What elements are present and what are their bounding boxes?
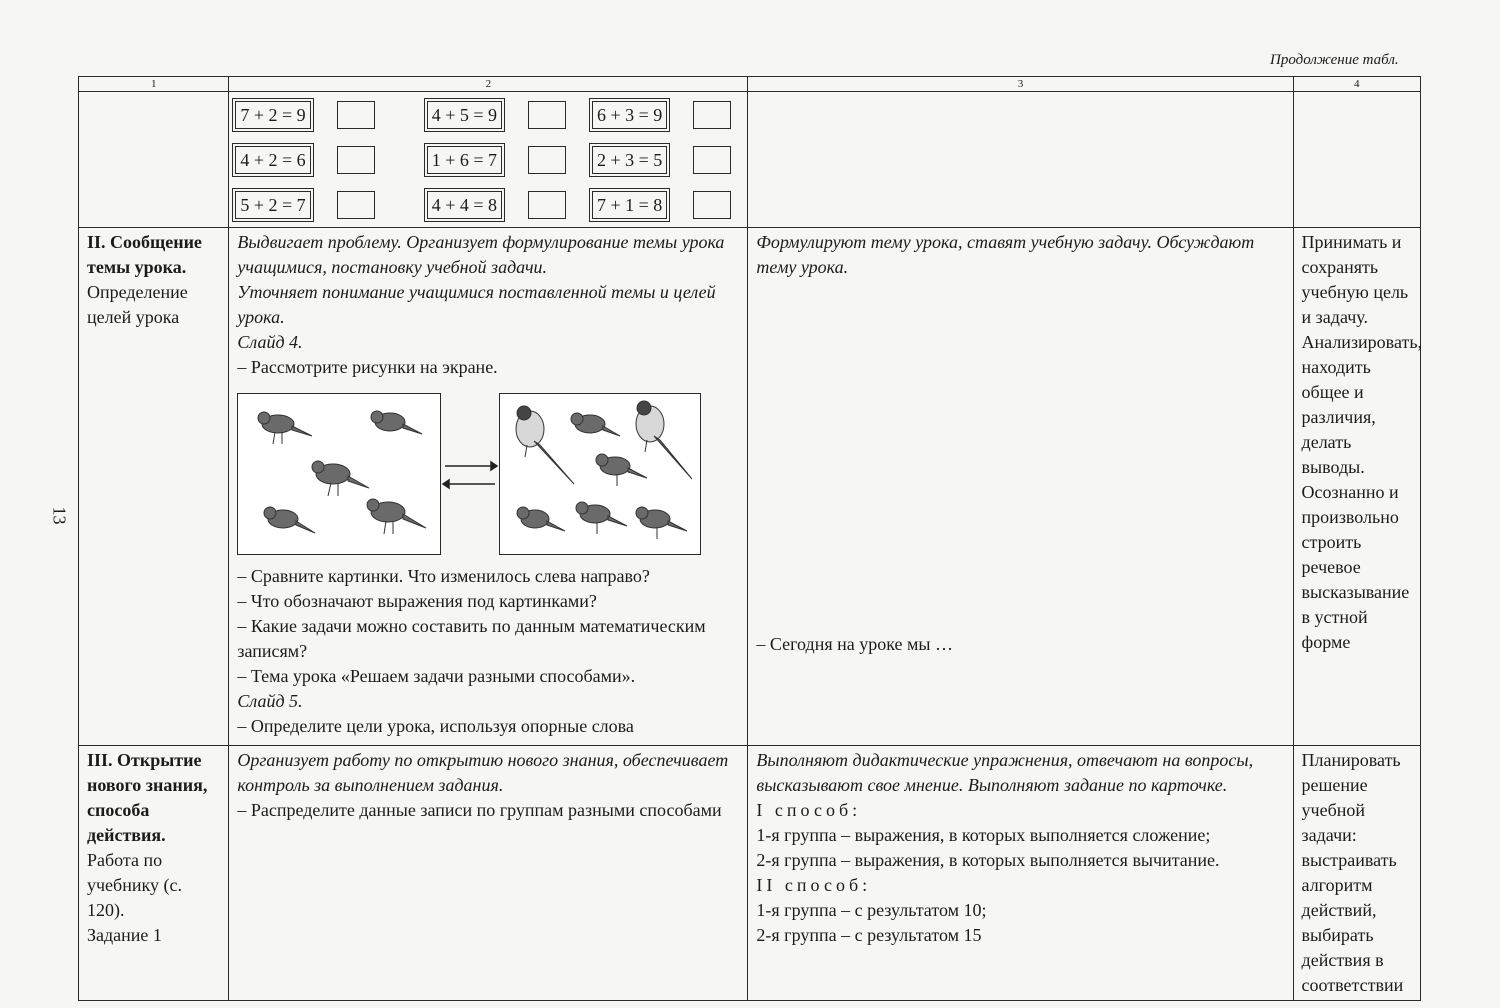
- distribute-prompt: – Распределите данные записи по группам разными способами: [237, 800, 722, 820]
- answer-box: [337, 101, 375, 129]
- students-activity: Формулируют тему урока, ставят учебную задачу. Обсуждают тему урока.: [756, 232, 1255, 277]
- stage-3-uud-cell: [1293, 746, 1420, 1001]
- answer-box: [337, 146, 375, 174]
- expression-row: [233, 92, 743, 137]
- stage-2-uud-cell: [1293, 228, 1423, 746]
- way-1-label: I способ:: [756, 800, 862, 820]
- expression-card: 4 + 5 = 9: [427, 101, 502, 129]
- way-2-group-1: 1-я группа – с результатом 10;: [756, 900, 987, 920]
- page-number: 13: [49, 506, 70, 525]
- birds-picture-right: [499, 393, 701, 555]
- way-1-group-1: 1-я группа – выражения, в которых выполняется сложение;: [756, 825, 1211, 845]
- answer-box: [693, 101, 731, 129]
- column-header-row: [79, 77, 1421, 92]
- tasks-prompt: – Какие задачи можно составить по данным математическим записям?: [237, 616, 706, 661]
- answer-box: [528, 191, 566, 219]
- stage-2-teacher-cell: [229, 228, 748, 746]
- stage-2-title: II. Сообщение темы урока.: [87, 232, 202, 277]
- way-2-label: II способ:: [756, 875, 872, 895]
- stage-3-task: Задание 1: [87, 925, 162, 945]
- expressions-row: [79, 92, 1421, 228]
- expressions-cell: [229, 92, 748, 228]
- stage-2-uud: Принимать и сохранять учебную цель и задачу. Анализировать, находить общее и различия, делать выводы. Осознанно и произвольно строить речевое высказывание в устной форме: [1301, 232, 1423, 652]
- slide-4-label: Слайд 4.: [237, 332, 303, 352]
- birds-picture-left: [237, 393, 441, 555]
- stage-3-row: [79, 746, 1421, 1001]
- stage-3-title: III. Открытие нового знания, способа действия.: [87, 750, 208, 845]
- answer-box: [693, 146, 731, 174]
- expression-card: 4 + 2 = 6: [235, 146, 310, 174]
- column-header-1: 1: [79, 77, 229, 92]
- answer-box: [337, 191, 375, 219]
- expression-card: 6 + 3 = 9: [592, 101, 667, 129]
- empty-cell: [748, 92, 1293, 228]
- stage-2-students-cell: [748, 228, 1293, 746]
- continuation-label: Продолжение табл.: [1270, 52, 1399, 68]
- way-1-group-2: 2-я группа – выражения, в которых выполняется вычитание.: [756, 850, 1220, 870]
- expression-card: 5 + 2 = 7: [235, 191, 310, 219]
- stage-2-name-cell: [79, 228, 229, 746]
- stage-2-row: [79, 228, 1421, 746]
- empty-cell: [1293, 92, 1420, 228]
- teacher-activity: Выдвигает проблему. Организует формулирование темы урока учащимися, постановку учебной задачи.: [237, 232, 725, 277]
- students-activity: Выполняют дидактические упражнения, отвечают на вопросы, высказывают свое мнение. Выполняют задание по карточке.: [756, 750, 1254, 795]
- stage-3-work: Работа по учебнику (с. 120).: [87, 850, 182, 920]
- answer-box: [528, 146, 566, 174]
- column-header-2: 2: [229, 77, 748, 92]
- stage-3-teacher-cell: [229, 746, 748, 1001]
- meaning-prompt: – Что обозначают выражения под картинками?: [237, 591, 597, 611]
- lesson-table: [78, 76, 1421, 1001]
- two-way-arrows-icon: [441, 444, 499, 504]
- expression-card: 1 + 6 = 7: [427, 146, 502, 174]
- slide-5-label: Слайд 5.: [237, 691, 303, 711]
- teacher-activity: Организует работу по открытию нового знания, обеспечивает контроль за выполнением задания.: [237, 750, 729, 795]
- stage-3-students-cell: [748, 746, 1293, 1001]
- way-2-group-2: 2-я группа – с результатом 15: [756, 925, 982, 945]
- expression-row: [233, 182, 743, 227]
- column-header-3: 3: [748, 77, 1293, 92]
- goals-prompt: – Определите цели урока, используя опорные слова: [237, 716, 634, 736]
- stage-2-subtitle: Определение целей урока: [87, 282, 188, 327]
- stage-3-uud: Планировать решение учебной задачи: выстраивать алгоритм действий, выбирать действия в соответствии: [1301, 750, 1404, 995]
- expression-card: 4 + 4 = 8: [427, 191, 502, 219]
- stage-3-name-cell: [79, 746, 229, 1001]
- topic-statement: – Тема урока «Решаем задачи разными способами».: [237, 666, 636, 686]
- compare-prompt: – Сравните картинки. Что изменилось слева направо?: [237, 566, 650, 586]
- column-header-4: 4: [1293, 77, 1420, 92]
- expression-card: 7 + 2 = 9: [235, 101, 310, 129]
- expression-card: 2 + 3 = 5: [592, 146, 667, 174]
- expression-row: [233, 137, 743, 182]
- look-prompt: – Рассмотрите рисунки на экране.: [237, 357, 498, 377]
- answer-box: [528, 101, 566, 129]
- teacher-activity-clarify: Уточняет понимание учащимися поставленной темы и целей урока.: [237, 282, 716, 327]
- slide-pictures: [237, 394, 739, 554]
- expression-card: 7 + 1 = 8: [592, 191, 667, 219]
- today-prompt: – Сегодня на уроке мы …: [756, 634, 953, 654]
- empty-cell: [79, 92, 229, 228]
- answer-box: [693, 191, 731, 219]
